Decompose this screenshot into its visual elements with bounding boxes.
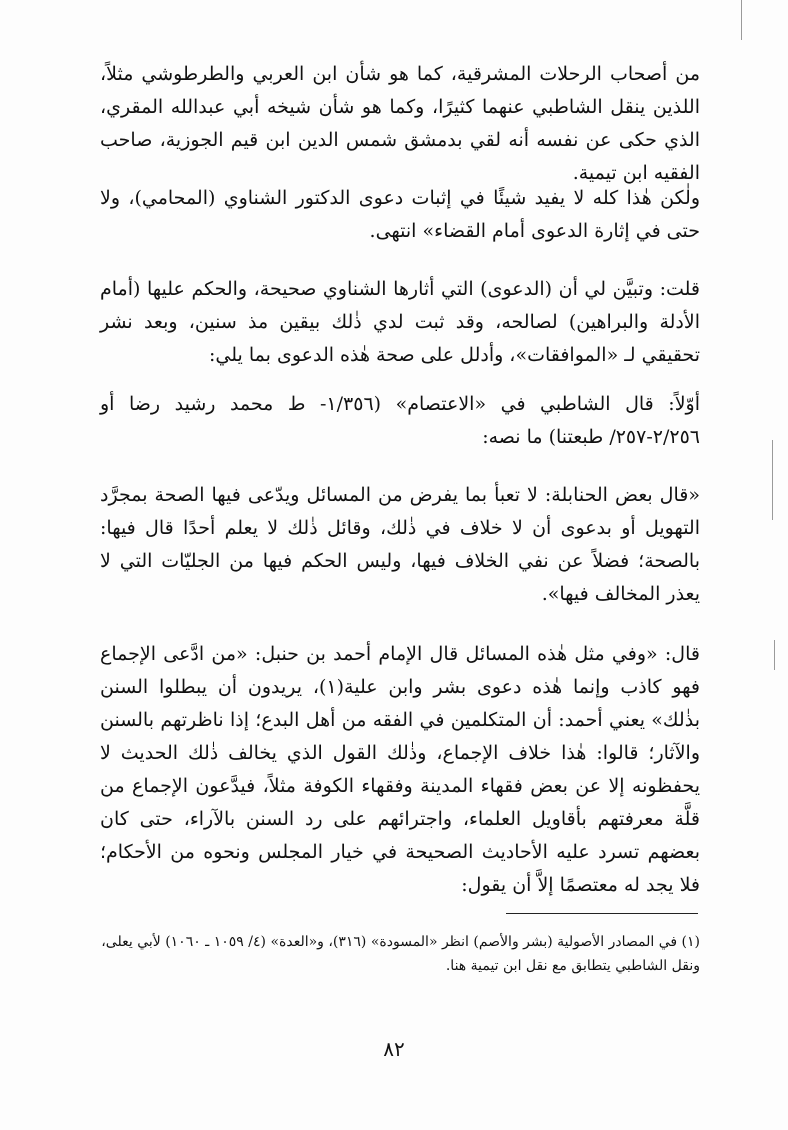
footnote-text: (١) في المصادر الأصولية (بشر والأصم) انظر «المسودة» (٣١٦)، و«العدة» (٤/ ١٠٥٩ ـ ١٠٦٠) لأبي يعلى، ونقل الشاطبي يتطابق مع نقل ابن تيمية هنا. (101, 934, 700, 974)
paragraph-text: من أصحاب الرحلات المشرقية، كما هو شأن ابن العربي والطرطوشي مثلاً، اللذين ينقل الشاطبي عنهما كثيرًا، وكما هو شأن شيخه أبي عبدالله المقري، الذي حكى عن نفسه أنه لقي بدمشق شمس الدين ابن قيم الجوزية، صاحب الفقيه ابن تيمية. (100, 63, 700, 184)
paragraph-text: أوّلاً: قال الشاطبي في «الاعتصام» (١/٣٥٦- ط محمد رشيد رضا أو ٢/٢٥٦-٢٥٧/ طبعتنا) ما نصه: (100, 393, 700, 448)
paragraph-text: ولٰكن هٰذا كله لا يفيد شيئًا في إثبات دعوى الدكتور الشناوي (المحامي)، ولا حتى في إثارة الدعوى أمام القضاء» انتهى. (100, 187, 700, 242)
footnote-separator (506, 913, 698, 914)
page-number: ٨٢ (383, 1037, 405, 1061)
paragraph-6 (100, 638, 700, 902)
scan-edge-mark-lower (774, 640, 775, 670)
paragraph-text: قال: «وفي مثل هٰذه المسائل قال الإمام أحمد بن حنبل: «من ادَّعى الإجماع فهو كاذب وإنما هٰذه دعوى بشر وابن علية(١)، يريدون أن يبطلوا السنن بذٰلك» يعني أحمد: أن المتكلمين في الفقه من أهل البدع؛ إذا ناظرتهم بالسنن والآثار؛ قالوا: هٰذا خلاف الإجماع، وذٰلك القول الذي يخالف ذٰلك الحديث لا يحفظونه إلا عن بعض فقهاء المدينة وفقهاء الكوفة مثلاً، فيدَّعون الإجماع من قلَّة معرفتهم بأقاويل العلماء، واجترائهم على رد السنن بالآراء، حتى كان بعضهم تسرد عليه الأحاديث الصحيحة في خيار المجلس ونحوه من الأحكام؛ فلا يجد له معتصمًا إلاَّ أن يقول: (100, 643, 700, 896)
paragraph-5-quote (100, 479, 700, 611)
paragraph-3 (100, 273, 700, 372)
paragraph-text: «قال بعض الحنابلة: لا تعبأ بما يفرض من المسائل ويدّعى فيها الصحة بمجرَّد التهويل أو بدعوى أن لا خلاف في ذٰلك، وقائل ذٰلك لا يعلم أحدًا قال فيها: بالصحة؛ فضلاً عن نفي الخلاف فيها، وليس الحكم فيها من الجليّات التي لا يعذر المخالف فيها». (100, 484, 700, 605)
paragraph-2 (100, 182, 700, 248)
scan-edge-mark-middle (772, 440, 773, 520)
footnote (100, 930, 700, 978)
paragraph-text: قلت: وتبيَّن لي أن (الدعوى) التي أثارها الشناوي صحيحة، والحكم عليها (أمام الأدلة والبراهين) لصالحه، وقد ثبت لدي ذٰلك بيقين مذ سنين، وبعد نشر تحقيقي لـ «الموافقات»، وأدلل على صحة هٰذه الدعوى بما يلي: (100, 278, 700, 366)
scan-edge-mark-top (741, 0, 742, 40)
paragraph-4 (100, 388, 700, 454)
paragraph-1 (100, 58, 700, 190)
